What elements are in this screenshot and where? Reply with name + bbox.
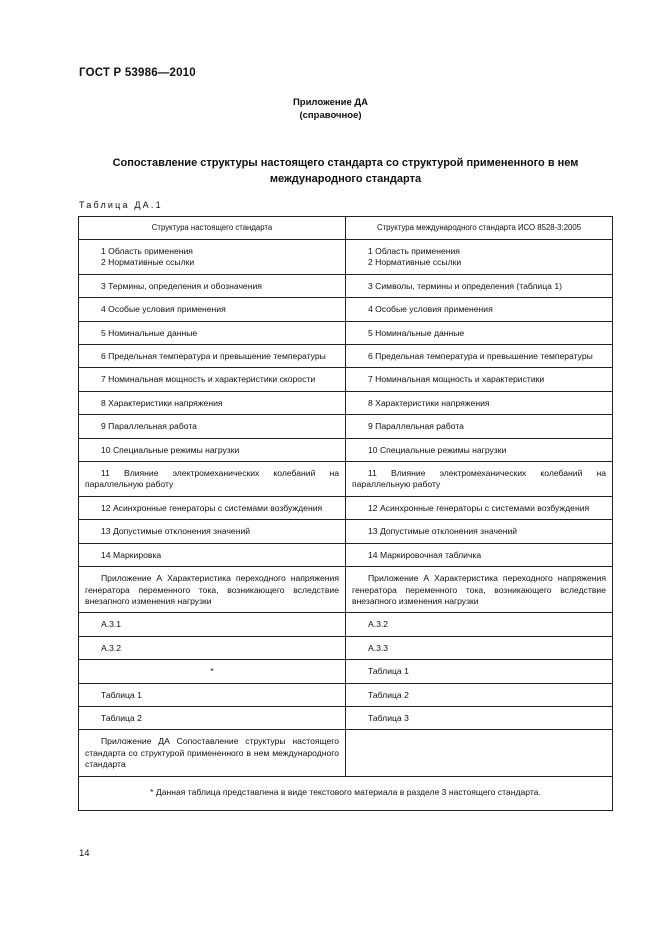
cell-international	[346, 368, 613, 391]
section-heading: Сопоставление структуры настоящего стандарта со структурой примененного в нем международного стандарта	[112, 157, 579, 185]
cell-national	[79, 391, 346, 414]
cell-line: Приложение ДА Сопоставление структуры настоящего стандарта со структурой примененного в нем международного стандарта	[85, 736, 339, 770]
column-header-national: Структура настоящего стандарта	[79, 217, 346, 240]
cell-national	[79, 567, 346, 613]
table-row	[79, 415, 613, 438]
cell-international	[346, 613, 613, 636]
table-header-row	[79, 217, 613, 240]
table-row	[79, 345, 613, 368]
cell-line: Таблица 2	[101, 712, 142, 723]
cell-line: 12 Асинхронные генераторы с системами возбуждения	[368, 502, 590, 513]
cell-national	[79, 274, 346, 297]
cell-international	[346, 415, 613, 438]
cell-national	[79, 543, 346, 566]
cell-line: *	[210, 666, 214, 677]
cell-international	[346, 520, 613, 543]
cell-international	[346, 438, 613, 461]
cell-line: 2 Нормативные ссылки	[101, 257, 195, 268]
table-row	[79, 543, 613, 566]
cell-international	[346, 462, 613, 497]
table-row	[79, 496, 613, 519]
cell-national	[79, 438, 346, 461]
cell-national	[79, 706, 346, 729]
cell-line: 2 Нормативные ссылки	[368, 257, 462, 268]
cell-international	[346, 706, 613, 729]
table-footnote: * Данная таблица представлена в виде текстового материала в разделе 3 настоящего стандарта.	[79, 776, 613, 810]
cell-line: А.3.2	[368, 619, 389, 630]
cell-national	[79, 462, 346, 497]
cell-line: Таблица 3	[368, 712, 409, 723]
cell-international	[346, 240, 613, 275]
table-row	[79, 730, 613, 776]
cell-line: 11 Влияние электромеханических колебаний на параллельную работу	[352, 468, 606, 490]
cell-line: Приложение А Характеристика переходного напряжения генератора переменного тока, возникающего вследствие внезапного изменения нагрузки	[352, 573, 606, 606]
cell-national	[79, 730, 346, 776]
cell-national	[79, 520, 346, 543]
cell-international	[346, 730, 613, 776]
cell-line: 1 Область применения	[368, 246, 460, 256]
cell-national	[79, 368, 346, 391]
table-row	[79, 613, 613, 636]
cell-national	[79, 613, 346, 636]
table-caption: Таблица ДА.1	[79, 200, 163, 210]
cell-line: 10 Специальные режимы нагрузки	[101, 444, 240, 455]
table-row	[79, 274, 613, 297]
cell-national	[79, 496, 346, 519]
cell-line: Таблица 2	[368, 689, 409, 700]
cell-line: 5 Номинальные данные	[368, 327, 465, 338]
cell-national	[79, 683, 346, 706]
appendix-title: Приложение ДА	[292, 97, 369, 108]
cell-international	[346, 274, 613, 297]
cell-line: 13 Допустимые отклонения значений	[368, 526, 518, 537]
table-row	[79, 683, 613, 706]
cell-line: 4 Особые условия применения	[368, 304, 493, 315]
cell-national	[79, 660, 346, 683]
table-row	[79, 321, 613, 344]
cell-line: 3 Символы, термины и определения (таблица 1)	[368, 280, 562, 291]
page-number: 14	[79, 848, 90, 859]
cell-international	[346, 298, 613, 321]
cell-line: Таблица 1	[101, 689, 142, 700]
table-row	[79, 438, 613, 461]
cell-line: 1 Область применения	[101, 246, 193, 256]
table-row	[79, 660, 613, 683]
cell-line: 14 Маркировка	[101, 549, 162, 560]
cell-line: 7 Номинальная мощность и характеристики скорости	[101, 374, 316, 385]
table-row	[79, 240, 613, 275]
cell-line: А.3.1	[101, 619, 122, 630]
column-header-international: Структура международного стандарта ИСО 8528-3:2005	[346, 217, 613, 240]
appendix-type: (справочное)	[299, 110, 362, 121]
cell-national	[79, 415, 346, 438]
table-row	[79, 636, 613, 659]
cell-line: 6 Предельная температура и превышение температуры	[101, 351, 326, 362]
cell-line: 14 Маркировочная табличка	[368, 549, 482, 560]
table-row	[79, 391, 613, 414]
cell-line: 4 Особые условия применения	[101, 304, 226, 315]
comparison-table	[78, 216, 613, 811]
cell-line: 3 Термины, определения и обозначения	[101, 280, 262, 291]
cell-line: 8 Характеристики напряжения	[101, 397, 223, 408]
table-row	[79, 298, 613, 321]
cell-line: А.3.3	[368, 642, 389, 653]
cell-line: 8 Характеристики напряжения	[368, 397, 490, 408]
cell-line: 6 Предельная температура и превышение температуры	[368, 351, 593, 362]
cell-international	[346, 543, 613, 566]
table-row	[79, 368, 613, 391]
cell-national	[79, 298, 346, 321]
cell-line: Приложение А Характеристика переходного напряжения генератора переменного тока, возникающего вследствие внезапного изменения нагрузки	[85, 573, 339, 606]
footnote-row	[79, 776, 613, 810]
cell-international	[346, 683, 613, 706]
cell-international	[346, 660, 613, 683]
cell-national	[79, 321, 346, 344]
cell-national	[79, 345, 346, 368]
cell-line: 10 Специальные режимы нагрузки	[368, 444, 507, 455]
cell-international	[346, 321, 613, 344]
cell-line: 7 Номинальная мощность и характеристики	[368, 374, 545, 385]
cell-line: 13 Допустимые отклонения значений	[101, 526, 251, 537]
cell-international	[346, 345, 613, 368]
cell-line: 11 Влияние электромеханических колебаний на параллельную работу	[85, 468, 339, 490]
cell-line: 9 Параллельная работа	[368, 421, 464, 432]
table-row	[79, 567, 613, 613]
cell-international	[346, 391, 613, 414]
cell-international	[346, 567, 613, 613]
table-row	[79, 462, 613, 497]
cell-line: А.3.2	[101, 642, 122, 653]
cell-line: Таблица 1	[368, 666, 409, 677]
cell-international	[346, 636, 613, 659]
cell-line: 9 Параллельная работа	[101, 421, 197, 432]
cell-national	[79, 636, 346, 659]
table-row	[79, 706, 613, 729]
cell-national	[79, 240, 346, 275]
cell-line: 12 Асинхронные генераторы с системами возбуждения	[101, 502, 323, 513]
standard-id: ГОСТ Р 53986—2010	[79, 67, 196, 79]
cell-international	[346, 496, 613, 519]
table-row	[79, 520, 613, 543]
cell-line: 5 Номинальные данные	[101, 327, 198, 338]
